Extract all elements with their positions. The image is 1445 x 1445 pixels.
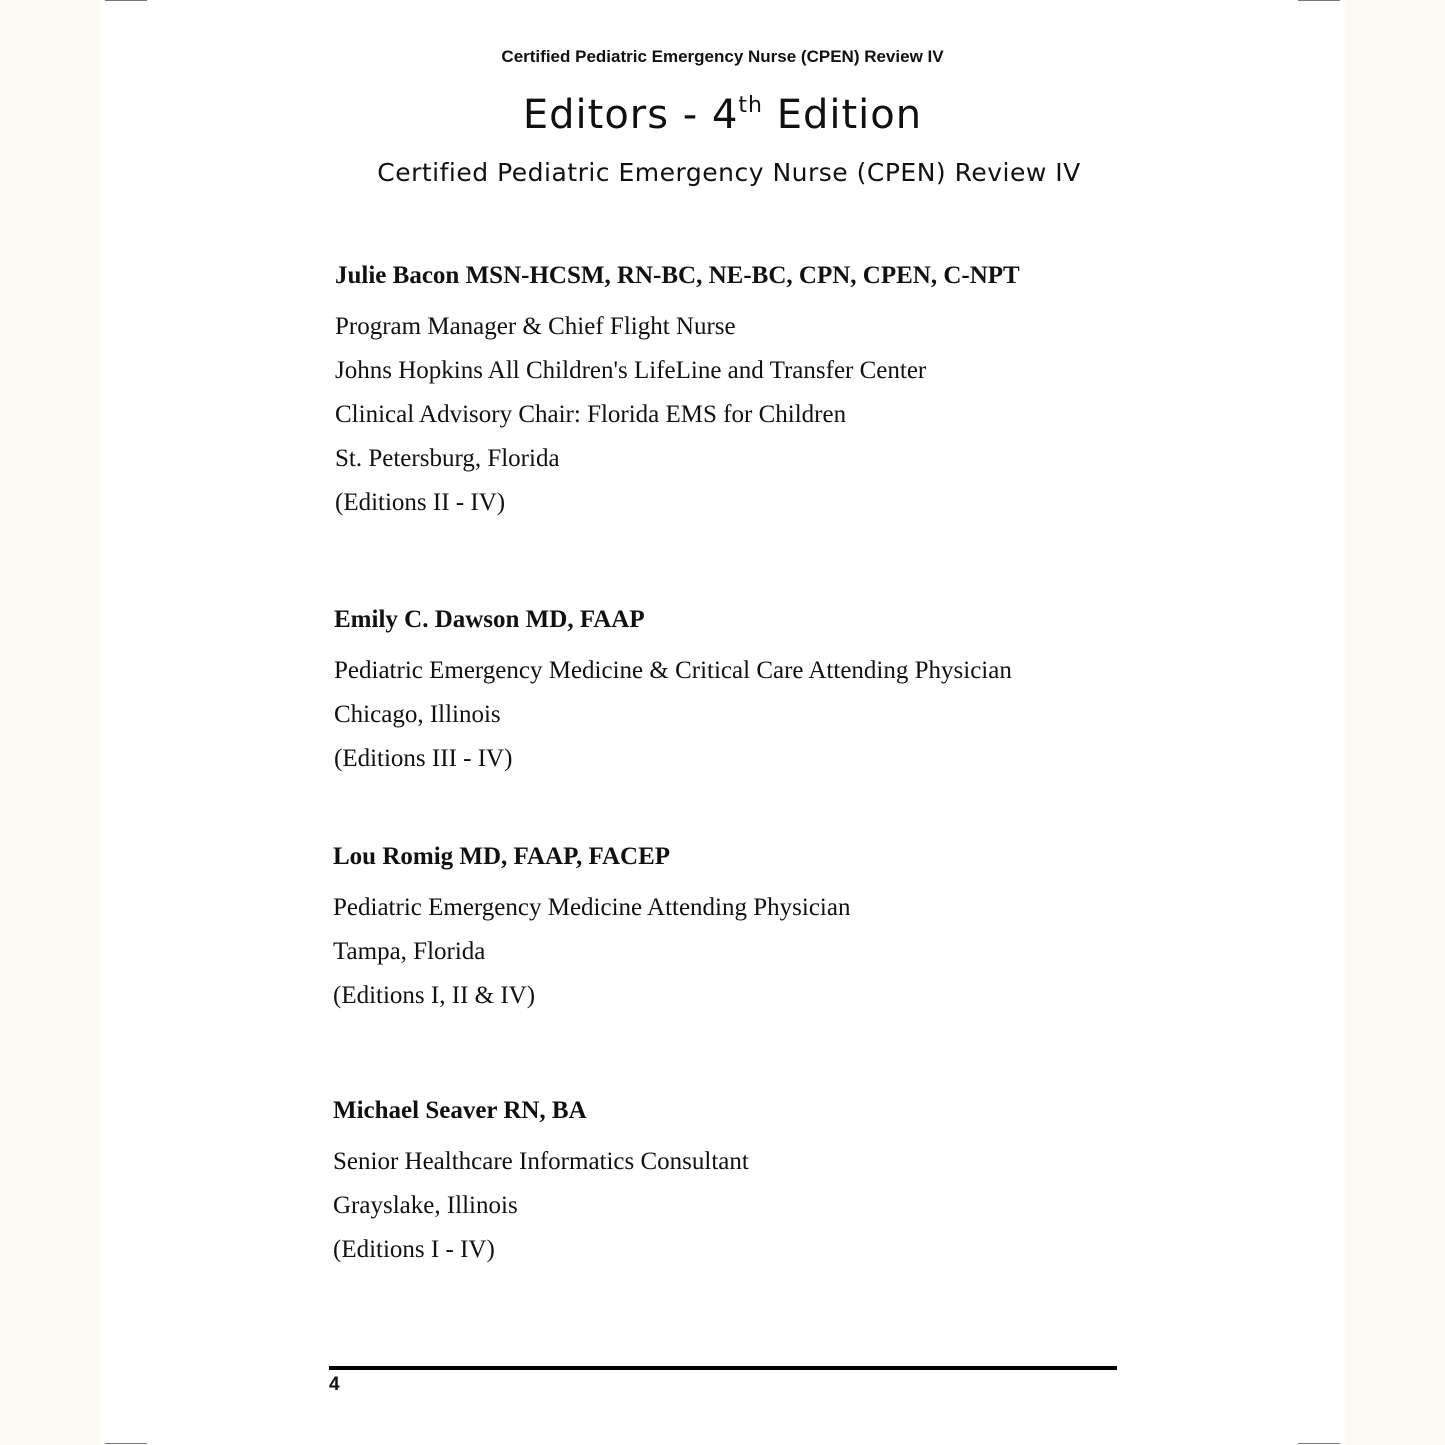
footer-rule bbox=[329, 1366, 1117, 1370]
editor-editions: (Editions II - IV) bbox=[335, 489, 506, 516]
editor-editions: (Editions I, II & IV) bbox=[333, 982, 536, 1009]
editor-editions: (Editions III - IV) bbox=[334, 745, 513, 772]
editor-role: Program Manager & Chief Flight Nurse bbox=[335, 313, 736, 340]
title-end: Edition bbox=[762, 92, 923, 138]
editor-entry-seaver bbox=[333, 1096, 749, 1272]
title-main: Editors - 4 bbox=[522, 92, 739, 138]
running-header: Certified Pediatric Emergency Nurse (CPEN) Review IV bbox=[501, 47, 944, 66]
editor-location: Tampa, Florida bbox=[333, 938, 486, 965]
editor-role: Senior Healthcare Informatics Consultant bbox=[333, 1148, 749, 1175]
crop-mark-bottom-left bbox=[105, 1443, 147, 1444]
editor-location: St. Petersburg, Florida bbox=[335, 445, 560, 472]
editor-name: Lou Romig MD, FAAP, FACEP bbox=[333, 843, 671, 870]
editor-name: Michael Seaver RN, BA bbox=[333, 1097, 587, 1124]
crop-mark-bottom-right bbox=[1298, 1443, 1340, 1444]
editor-entry-dawson bbox=[334, 605, 1012, 781]
page-title bbox=[0, 92, 1445, 138]
editor-role: Pediatric Emergency Medicine Attending Physician bbox=[333, 894, 851, 921]
crop-mark-top-right bbox=[1298, 0, 1340, 1]
editor-affiliation: Clinical Advisory Chair: Florida EMS for Children bbox=[335, 401, 847, 428]
editor-name: Julie Bacon MSN-HCSM, RN-BC, NE-BC, CPN, CPEN, C-NPT bbox=[335, 262, 1020, 289]
crop-mark-top-left bbox=[105, 0, 147, 1]
page-subtitle: Certified Pediatric Emergency Nurse (CPEN) Review IV bbox=[377, 158, 1081, 187]
editor-name: Emily C. Dawson MD, FAAP bbox=[334, 606, 645, 633]
title-superscript: th bbox=[738, 93, 763, 118]
editor-editions: (Editions I - IV) bbox=[333, 1236, 495, 1263]
page-number: 4 bbox=[329, 1374, 340, 1395]
editor-location: Chicago, Illinois bbox=[334, 701, 501, 728]
editor-role: Pediatric Emergency Medicine & Critical Care Attending Physician bbox=[334, 657, 1012, 684]
editor-organization: Johns Hopkins All Children's LifeLine and Transfer Center bbox=[335, 357, 927, 384]
editor-entry-romig bbox=[333, 842, 850, 1018]
editor-location: Grayslake, Illinois bbox=[333, 1192, 518, 1219]
editor-entry-bacon bbox=[335, 261, 1020, 525]
